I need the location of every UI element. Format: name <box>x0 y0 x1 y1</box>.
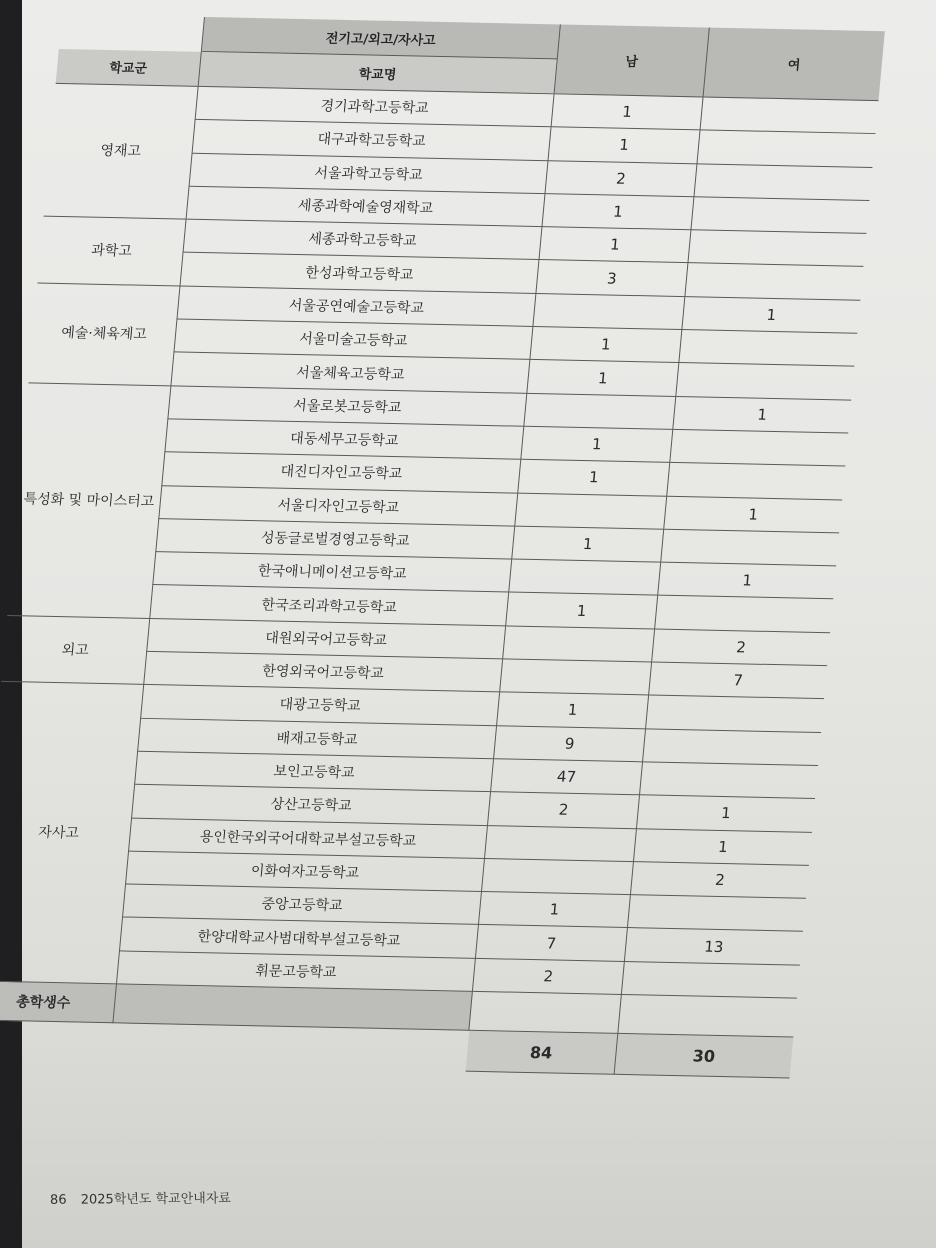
school-name: 한영외국어고등학교 <box>144 651 503 692</box>
male-count: 1 <box>542 194 694 230</box>
school-name: 대구과학고등학교 <box>192 120 551 161</box>
male-count: 1 <box>478 892 630 928</box>
school-group-name: 과학고 <box>38 216 187 285</box>
female-count: 1 <box>682 296 860 333</box>
col-school-header: 학교명 <box>198 51 557 93</box>
male-count: 1 <box>506 592 658 628</box>
female-count <box>640 762 818 799</box>
female-count <box>679 330 857 367</box>
female-count: 2 <box>630 861 808 898</box>
school-name: 이화여자고등학교 <box>126 851 485 892</box>
female-count <box>700 97 878 134</box>
school-enrollment-table <box>0 14 885 1078</box>
female-count: 2 <box>652 629 830 666</box>
male-count: 3 <box>536 260 688 296</box>
school-name: 서울디자인고등학교 <box>159 485 518 526</box>
female-count: 13 <box>624 928 802 965</box>
male-count: 47 <box>491 759 643 795</box>
male-count <box>481 858 633 894</box>
school-name: 용인한국외국어대학교부설고등학교 <box>129 818 488 859</box>
male-count: 9 <box>494 725 646 761</box>
female-count <box>661 529 839 566</box>
female-count <box>688 230 866 267</box>
female-count: 7 <box>649 662 827 699</box>
school-name: 보인고등학교 <box>135 751 494 792</box>
page-number: 86 <box>49 1192 67 1208</box>
total-blank-f <box>618 994 797 1037</box>
female-count <box>646 695 824 732</box>
page-footer <box>50 1187 241 1208</box>
female-count <box>694 163 872 200</box>
male-count <box>515 493 667 529</box>
total-label: 총학생수 <box>0 981 116 1023</box>
male-count: 7 <box>475 925 627 961</box>
school-group-name: 자사고 <box>0 682 144 984</box>
school-name: 한국조리과학고등학교 <box>150 585 509 626</box>
col-female-header: 여 <box>703 28 885 101</box>
male-count: 1 <box>548 127 700 163</box>
male-count: 1 <box>518 459 670 495</box>
spacer <box>109 1023 469 1071</box>
document-page <box>15 0 936 1248</box>
school-name: 휘문고등학교 <box>116 951 475 992</box>
school-group-name: 특성화 및 마이스터고 <box>7 383 171 619</box>
female-count <box>627 895 805 932</box>
spacer <box>0 1020 113 1064</box>
total-male: 84 <box>465 1030 618 1074</box>
male-count <box>500 659 652 695</box>
header-blank <box>59 14 205 51</box>
school-name: 세종과학고등학교 <box>183 219 542 260</box>
male-count <box>503 626 655 662</box>
female-count <box>655 596 833 633</box>
female-count <box>670 429 848 466</box>
male-count <box>509 559 661 595</box>
total-female: 30 <box>614 1033 793 1078</box>
male-count <box>533 293 685 329</box>
male-count: 2 <box>488 792 640 828</box>
school-name: 배재고등학교 <box>138 718 497 759</box>
female-count: 1 <box>633 828 811 865</box>
table-body <box>0 83 879 998</box>
footer-title: 2025학년도 학교안내자료 <box>80 1191 232 1208</box>
school-group-name: 외고 <box>1 615 150 684</box>
school-group-name: 영재고 <box>44 83 199 219</box>
male-count: 1 <box>551 94 703 130</box>
female-count <box>667 463 845 500</box>
school-name: 경기과학고등학교 <box>195 86 554 127</box>
school-name: 한국애니메이션고등학교 <box>153 552 512 593</box>
school-name: 대진디자인고등학교 <box>162 452 521 493</box>
school-name: 성동글로벌경영고등학교 <box>156 518 515 559</box>
category-title: 전기고/외고/자사고 <box>201 17 560 59</box>
school-name: 한양대학교사범대학부설고등학교 <box>120 917 479 958</box>
school-name: 세종과학예술영재학교 <box>186 186 545 227</box>
male-count: 1 <box>512 526 664 562</box>
female-count: 1 <box>636 795 814 832</box>
table-sheet <box>0 14 882 1089</box>
school-name: 한성과학고등학교 <box>180 253 539 294</box>
col-male-header: 남 <box>554 24 709 97</box>
school-name: 대원외국어고등학교 <box>147 618 506 659</box>
female-count: 1 <box>673 396 851 433</box>
male-count: 1 <box>521 426 673 462</box>
female-count: 1 <box>664 496 842 533</box>
male-count: 2 <box>545 160 697 196</box>
female-count <box>697 130 875 167</box>
male-count: 1 <box>530 327 682 363</box>
school-name: 대광고등학교 <box>141 685 500 726</box>
female-count: 1 <box>658 562 836 599</box>
female-count <box>676 363 854 400</box>
total-blank-m <box>469 991 622 1033</box>
female-count <box>621 961 799 998</box>
school-name: 중앙고등학교 <box>123 884 482 925</box>
male-count: 1 <box>497 692 649 728</box>
male-count: 1 <box>527 360 679 396</box>
school-name: 서울로봇고등학교 <box>168 386 527 427</box>
school-name: 서울체육고등학교 <box>171 352 530 393</box>
school-name: 서울미술고등학교 <box>174 319 533 360</box>
school-name: 서울과학고등학교 <box>189 153 548 194</box>
male-count: 1 <box>539 227 691 263</box>
school-name: 상산고등학교 <box>132 784 491 825</box>
school-name: 서울공연예술고등학교 <box>177 286 536 327</box>
female-count <box>685 263 863 300</box>
male-count <box>524 393 676 429</box>
school-name: 대동세무고등학교 <box>165 419 524 460</box>
school-group-name: 예술·체육계고 <box>28 283 180 386</box>
male-count: 2 <box>472 958 624 994</box>
female-count <box>643 729 821 766</box>
col-group-header: 학교군 <box>56 48 202 86</box>
male-count <box>484 825 636 861</box>
female-count <box>691 197 869 234</box>
